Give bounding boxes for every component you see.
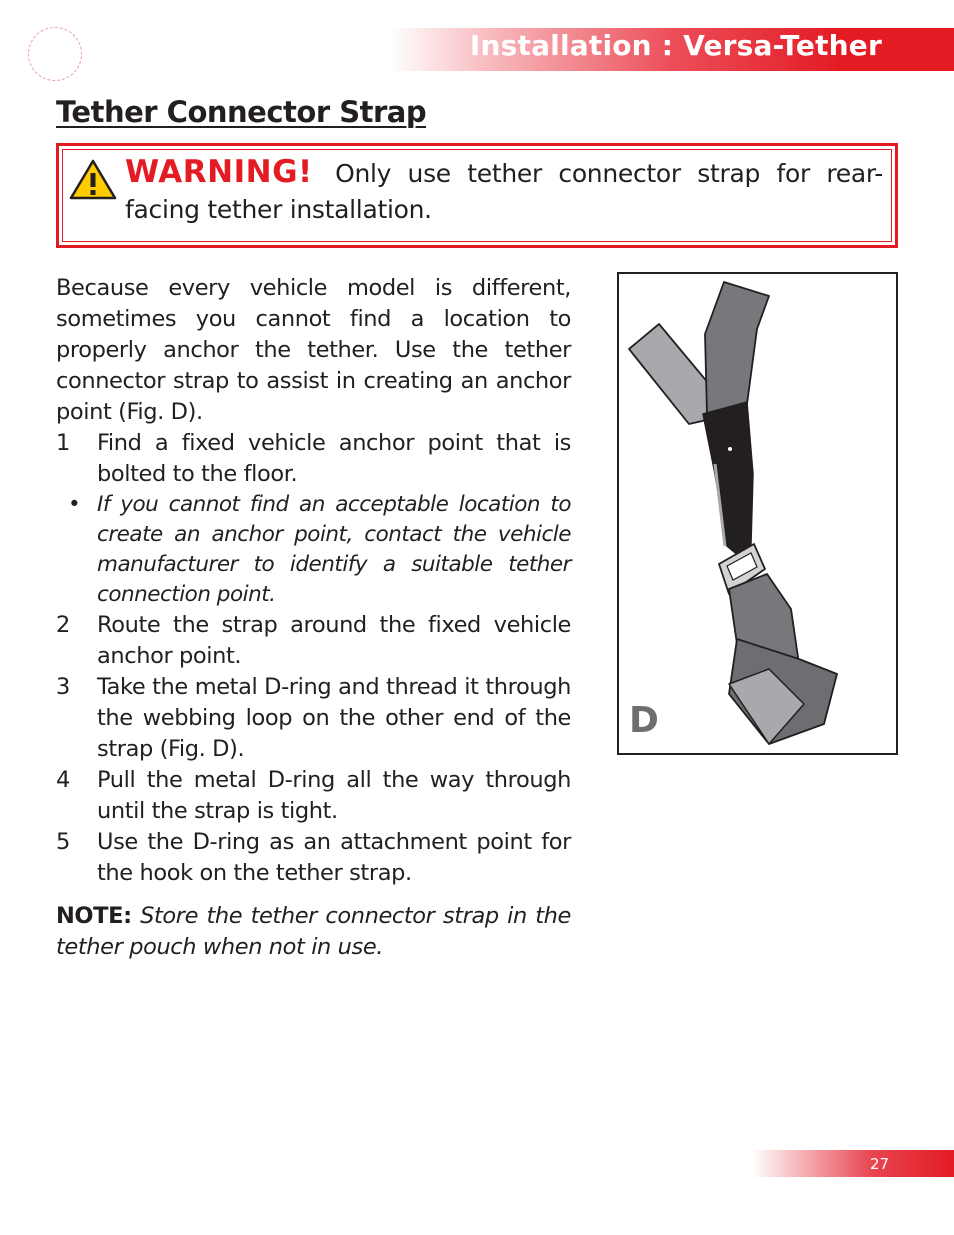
warning-triangle-icon bbox=[69, 158, 117, 200]
bullet-text: If you cannot find an acceptable location to create an anchor point, contact the vehicle manufacturer to identify a suitable tether connection point. bbox=[97, 492, 571, 607]
section-title: Tether Connector Strap bbox=[56, 95, 427, 129]
note-label: NOTE: bbox=[56, 903, 132, 929]
intro-paragraph: Because every vehicle model is different, sometimes you cannot find a location to properly anchor the tether. Use the tether connector strap to assist in creating an anchor point (Fig. D). bbox=[56, 275, 571, 425]
step-text: Pull the metal D-ring all the way through until the strap is tight. bbox=[97, 767, 571, 824]
body-column bbox=[56, 273, 571, 963]
note-text: Store the tether connector strap in the tether pouch when not in use. bbox=[56, 903, 571, 960]
note-paragraph bbox=[56, 901, 571, 963]
warning-message: Only use tether connector strap for rear-facing tether installation. bbox=[125, 159, 883, 224]
step-number: 1 bbox=[56, 430, 70, 456]
figure-d bbox=[617, 272, 898, 755]
warning-text-block bbox=[125, 154, 883, 228]
header-title: Installation : Versa-Tether bbox=[469, 29, 882, 62]
step-item bbox=[56, 765, 571, 827]
step-item bbox=[56, 672, 571, 765]
tether-strap-illustration bbox=[619, 274, 896, 753]
bullet-item bbox=[56, 490, 571, 610]
warning-label: WARNING! bbox=[125, 154, 313, 190]
step-text: Take the metal D-ring and thread it through the webbing loop on the other end of the strap (Fig. D). bbox=[97, 674, 571, 762]
step-number: 4 bbox=[56, 767, 70, 793]
bullet-symbol: • bbox=[68, 492, 81, 517]
step-text: Use the D-ring as an attachment point for the hook on the tether strap. bbox=[97, 829, 571, 886]
footer-band bbox=[752, 1150, 954, 1177]
step-number: 5 bbox=[56, 829, 70, 855]
step-number: 3 bbox=[56, 674, 70, 700]
warning-box bbox=[56, 143, 898, 248]
step-text: Route the strap around the fixed vehicle anchor point. bbox=[97, 612, 571, 669]
step-item bbox=[56, 827, 571, 889]
page-number: 27 bbox=[870, 1155, 890, 1173]
punch-hole-marker bbox=[28, 27, 82, 81]
figure-label: D bbox=[629, 700, 659, 741]
step-number: 2 bbox=[56, 612, 70, 638]
step-item bbox=[56, 428, 571, 490]
step-text: Find a fixed vehicle anchor point that is bolted to the floor. bbox=[97, 430, 571, 487]
step-item bbox=[56, 610, 571, 672]
